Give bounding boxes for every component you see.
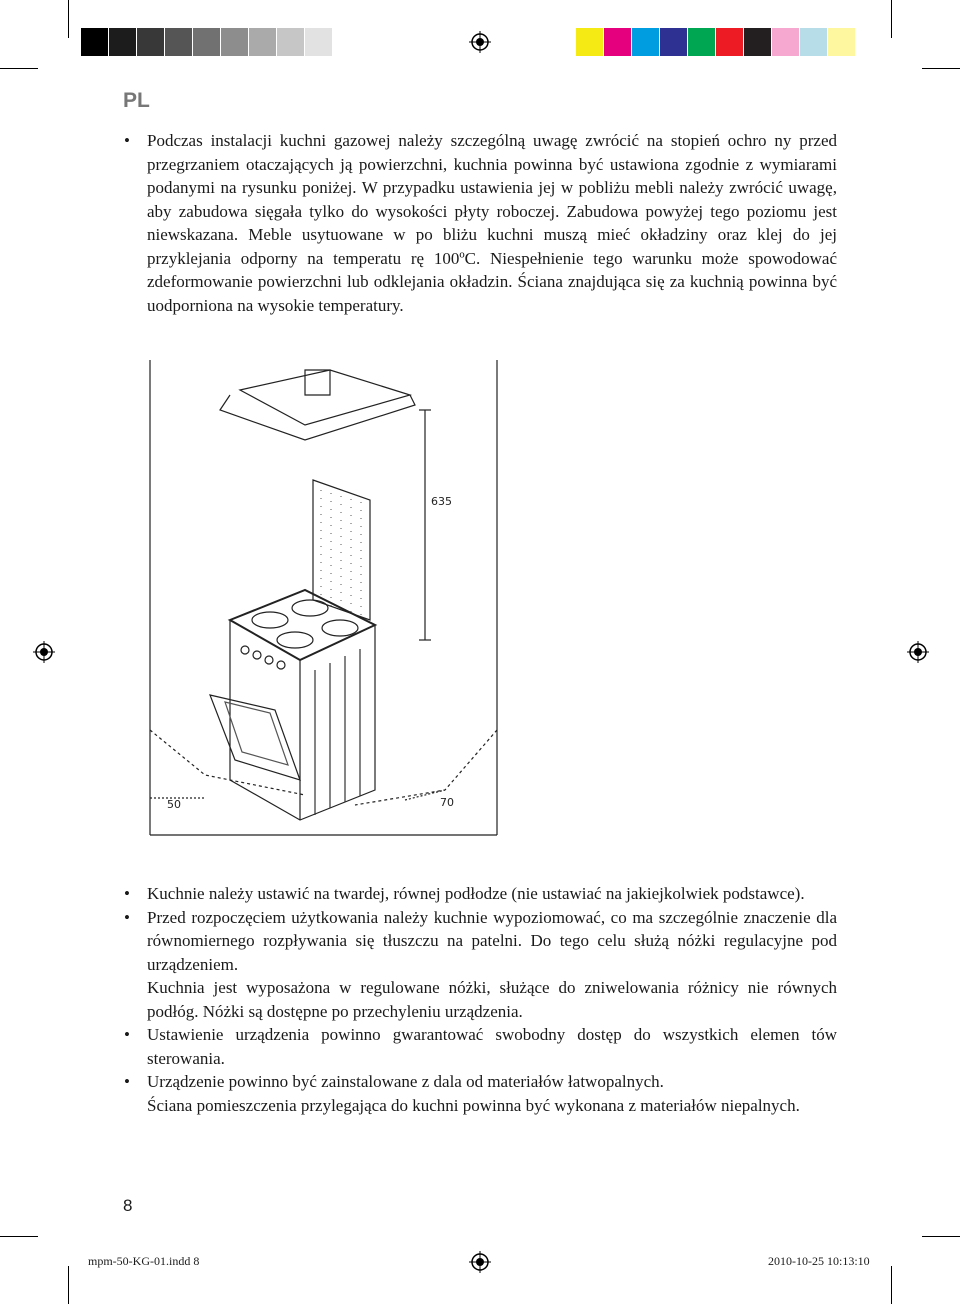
bullet-icon: • <box>124 1025 130 1044</box>
paragraph: Kuchnia jest wyposażona w regulowane nóżki, służące do zniwelowania różnicy nie równych podłóg. Nóżki są dostępne po przechyleniu urządzenia. <box>147 978 838 1021</box>
color-swatch <box>744 28 772 56</box>
color-swatch <box>109 28 137 56</box>
crop-mark <box>0 68 38 69</box>
color-swatch <box>81 28 109 56</box>
crop-mark <box>922 1236 960 1237</box>
paragraph: Urządzenie powinno być zainstalowane z dala od materiałów łatwopalnych. <box>147 1072 664 1091</box>
crop-mark <box>0 1236 38 1237</box>
file-name: mpm-50-KG-01.indd 8 <box>88 1254 200 1268</box>
color-swatch <box>772 28 800 56</box>
registration-mark-icon <box>469 1251 491 1273</box>
crop-mark <box>68 1266 69 1304</box>
color-swatch <box>800 28 828 56</box>
color-swatch <box>604 28 632 56</box>
bullet-icon: • <box>124 1072 130 1091</box>
color-swatch <box>249 28 277 56</box>
registration-mark-icon <box>469 31 491 53</box>
instruction-bullet-list <box>120 882 837 1117</box>
paragraph: Ustawienie urządzenia powinno gwarantować swobodny dostęp do wszystkich elemen tów sterowania. <box>147 1025 837 1068</box>
paragraph: Ściana pomieszczenia przylegająca do kuchni powinna być wykonana z materiałów niepalnych. <box>147 1095 800 1115</box>
paragraph: Podczas instalacji kuchni gazowej należy szczególną uwagę zwrócić na stopień ochro ny przed przegrzaniem otaczających ją powierzchni, kuchnia powinna być ustawiona zgodnie z wymiarami podanymi na rysunku poniżej. W przypadku ustawienia jej w pobliżu mebli należy zwrócić uwagę, aby zabudowa sięgała tylko do wysokości płyty roboczej. Zabudowa powyżej tego poziomu jest niewskazana. Meble usytuowane w po bliżu kuchni muszą mieć okładziny oraz klej do jej przyklejania odporny na temperatu rę 100ºC. Niespełnienie tego warunku może spowodować zdeformowanie powierzchni lub odklejania okładzin. Ściana znajdująca się za kuchnią powinna być uodporniona na wysokie temperatury. <box>147 131 838 315</box>
installation-diagram <box>145 350 505 840</box>
bullet-icon: • <box>124 907 130 927</box>
crop-mark <box>891 1266 892 1304</box>
timestamp: 2010-10-25 10:13:10 <box>768 1254 870 1268</box>
dimension-label: 50 <box>167 798 181 811</box>
dimension-label: 635 <box>431 495 452 508</box>
intro-bullet-list <box>120 129 837 317</box>
language-code: PL <box>123 89 150 112</box>
list-item <box>120 882 837 906</box>
color-swatch <box>165 28 193 56</box>
color-swatch <box>137 28 165 56</box>
crop-mark <box>891 0 892 38</box>
color-swatch <box>305 28 333 56</box>
list-item <box>120 906 837 1024</box>
list-item <box>120 1023 837 1070</box>
color-swatch <box>660 28 688 56</box>
color-swatch <box>688 28 716 56</box>
color-swatch <box>277 28 305 56</box>
color-swatch <box>828 28 856 56</box>
page-number: 8 <box>123 1196 133 1215</box>
crop-mark <box>68 0 69 38</box>
grayscale-color-bar <box>81 28 361 56</box>
process-color-bar <box>576 28 856 56</box>
color-swatch <box>716 28 744 56</box>
color-swatch <box>333 28 361 56</box>
color-swatch <box>193 28 221 56</box>
registration-mark-icon <box>33 641 55 663</box>
dimension-label: 70 <box>440 796 454 809</box>
list-item <box>120 1070 837 1117</box>
bullet-icon: • <box>124 131 130 150</box>
crop-mark <box>922 68 960 69</box>
color-swatch <box>632 28 660 56</box>
color-swatch <box>576 28 604 56</box>
paragraph: Kuchnie należy ustawić na twardej, równej podłodze (nie ustawiać na jakiejkolwiek podstawce). <box>147 884 805 903</box>
paragraph: Przed rozpoczęciem użytkowania należy kuchnie wypoziomować, co ma szczególnie znaczenie dla równomiernego rozpływania się tłuszczu na patelni. Do tego celu służą nóżki regulacyjne pod urządzeniem. <box>147 907 838 974</box>
bullet-icon: • <box>124 884 130 903</box>
color-swatch <box>221 28 249 56</box>
list-item <box>120 129 837 317</box>
registration-mark-icon <box>907 641 929 663</box>
